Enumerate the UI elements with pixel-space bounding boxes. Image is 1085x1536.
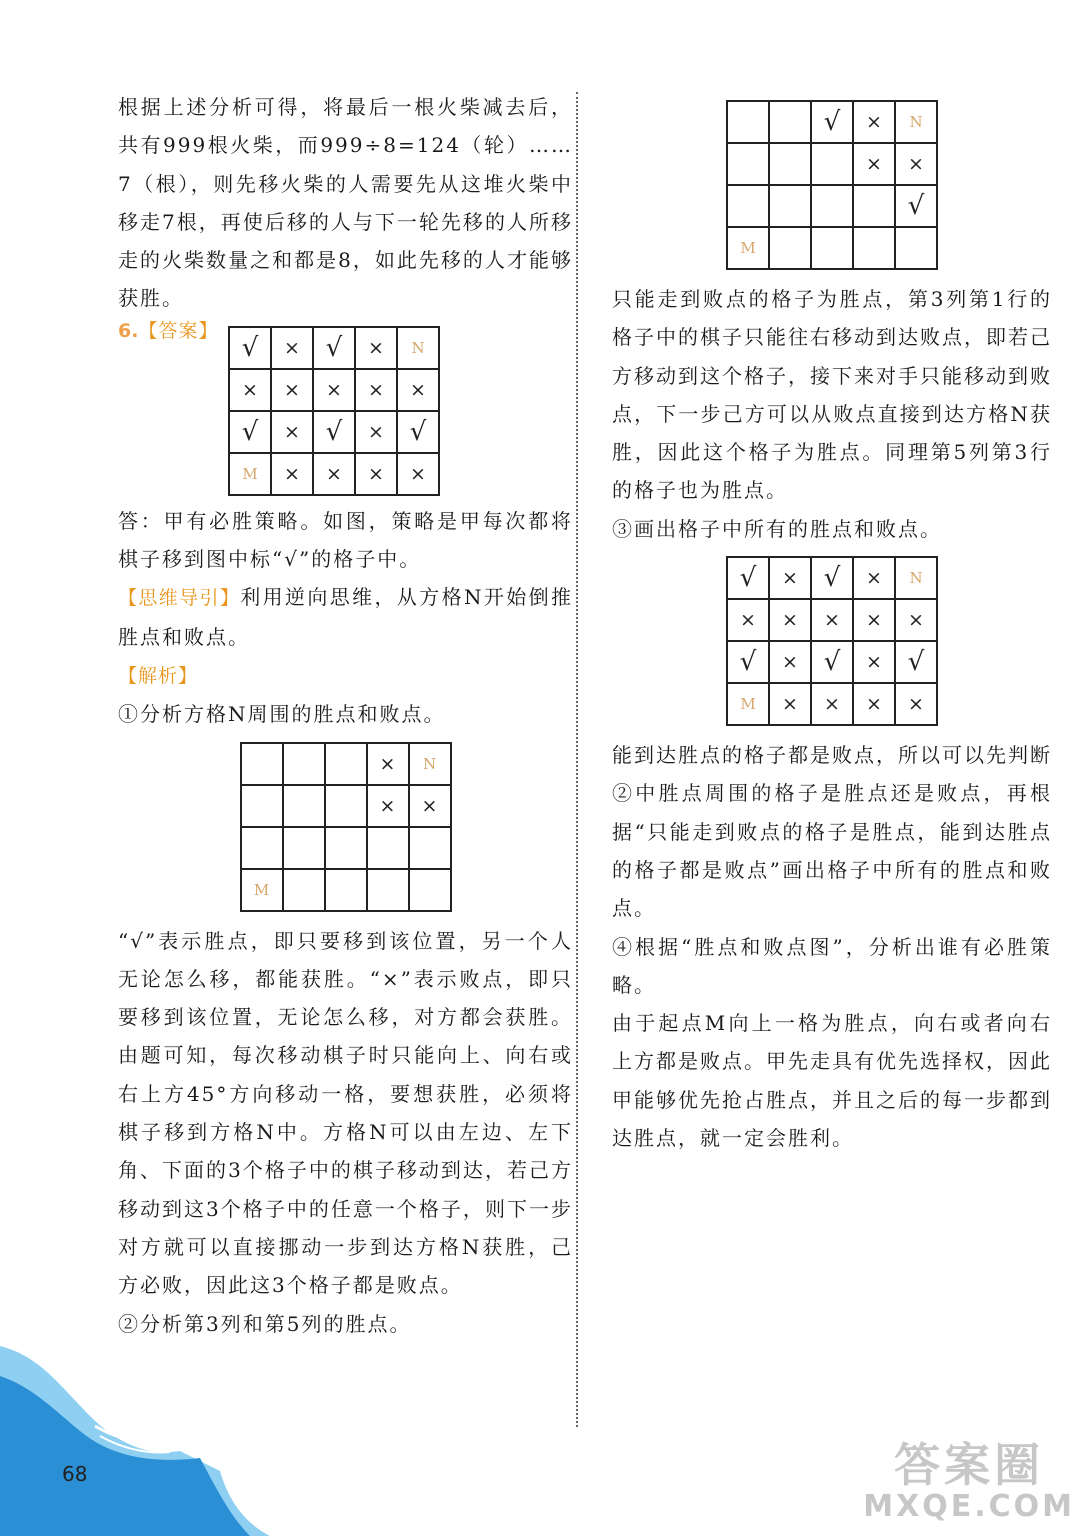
- grid-cell: ×: [727, 599, 769, 641]
- grid-cell: ×: [271, 369, 313, 411]
- grid-cell: ×: [271, 327, 313, 369]
- grid-cell: N: [895, 557, 937, 599]
- answer-block: [118, 319, 573, 502]
- grid-row: [241, 743, 451, 785]
- grid-cell: [241, 827, 283, 869]
- step2-grid: [726, 100, 938, 270]
- right-column: [612, 94, 1052, 1157]
- grid-cell: [811, 185, 853, 227]
- grid-cell: [367, 827, 409, 869]
- grid-cell: ×: [229, 369, 271, 411]
- grid-row: [727, 641, 937, 683]
- grid-cell: ×: [313, 369, 355, 411]
- grid-cell: [325, 869, 367, 911]
- grid-cell: ×: [355, 327, 397, 369]
- grid-cell: [283, 743, 325, 785]
- grid-cell: N: [895, 101, 937, 143]
- step3-grid: [726, 556, 938, 726]
- grid-cell: N: [409, 743, 451, 785]
- grid-cell: M: [229, 453, 271, 495]
- grid-row: [727, 185, 937, 227]
- step1-grid-box: [118, 742, 573, 912]
- grid-row: [727, 143, 937, 185]
- grid-cell: M: [727, 227, 769, 269]
- grid-cell: ×: [895, 143, 937, 185]
- grid-cell: √: [811, 557, 853, 599]
- grid-cell: ×: [853, 683, 895, 725]
- step2-text: ②分析第3列和第5列的胜点。: [118, 1311, 412, 1336]
- grid-cell: ×: [853, 143, 895, 185]
- grid-cell: ×: [397, 369, 439, 411]
- step4-text: ④根据“胜点和败点图”，分析出谁有必胜策略。: [612, 934, 1052, 997]
- watermark-url: MXQE.COM: [863, 1489, 1075, 1524]
- step2-grid-box: [612, 100, 1052, 270]
- footer-wave-decoration: [0, 1346, 300, 1536]
- grid-cell: [769, 101, 811, 143]
- grid-cell: ×: [769, 557, 811, 599]
- left-column: [118, 88, 573, 1343]
- grid-cell: ×: [397, 453, 439, 495]
- grid-row: [241, 827, 451, 869]
- footer-wave-dark: [0, 1376, 250, 1536]
- grid-cell: [325, 785, 367, 827]
- guide-tag: 【思维导引】: [118, 587, 241, 610]
- grid-cell: [769, 143, 811, 185]
- guide-paragraph: [118, 578, 573, 656]
- grid-cell: √: [313, 411, 355, 453]
- grid-cell: ×: [853, 101, 895, 143]
- grid-cell: [811, 227, 853, 269]
- grid-row: [241, 869, 451, 911]
- grid-row: [727, 101, 937, 143]
- guide-text: 利用逆向思维，从方格N开始倒推胜点和败点。: [118, 585, 573, 649]
- grid-cell: ×: [313, 453, 355, 495]
- grid-cell: [367, 869, 409, 911]
- grid-cell: [769, 227, 811, 269]
- grid-cell: [409, 869, 451, 911]
- grid-row: [229, 369, 439, 411]
- analysis-tag: 【解析】: [118, 664, 199, 687]
- grid-cell: [811, 143, 853, 185]
- grid-cell: √: [229, 411, 271, 453]
- right-paragraph-2: 能到达胜点的格子都是败点，所以可以先判断②中胜点周围的格子是胜点还是败点，再根据“只能走到败点的格子是胜点，能到达胜点的格子都是败点”画出格子中所有的胜点和败点。: [612, 743, 1052, 921]
- grid-cell: ×: [895, 683, 937, 725]
- grid-cell: [727, 101, 769, 143]
- step3-grid-box: [612, 556, 1052, 726]
- analysis-heading: [118, 656, 573, 695]
- step1-text: ①分析方格N周围的胜点和败点。: [118, 702, 446, 727]
- grid-cell: M: [727, 683, 769, 725]
- step1-grid: [240, 742, 452, 912]
- grid-cell: √: [895, 641, 937, 683]
- grid-cell: ×: [811, 683, 853, 725]
- grid-cell: [409, 827, 451, 869]
- grid-cell: ×: [367, 743, 409, 785]
- grid-cell: √: [313, 327, 355, 369]
- grid-cell: [241, 743, 283, 785]
- grid-cell: ×: [355, 453, 397, 495]
- grid-cell: ×: [769, 683, 811, 725]
- grid-cell: ×: [271, 411, 313, 453]
- grid-cell: [727, 185, 769, 227]
- column-divider: [576, 92, 578, 1427]
- explain-paragraph: “√”表示胜点，即只要移到该位置，另一个人无论怎么移，都能获胜。“×”表示败点，即只要移到该位置，无论怎么移，对方都会获胜。由题可知，每次移动棋子时只能向上、向右或右上方45°方向移动一格，要想获胜，必须将棋子移到方格N中。方格N可以由左边、左下角、下面的3个格子中的棋子移动到达，若己方移动到这3个格子中的任意一个格子，则下一步对方就可以直接挪动一步到达方格N获胜，己方必败，因此这3个格子都是败点。: [118, 928, 573, 1298]
- watermark: [863, 1440, 1075, 1524]
- grid-cell: ×: [853, 641, 895, 683]
- grid-cell: [325, 743, 367, 785]
- grid-cell: ×: [355, 411, 397, 453]
- answer-grid: [228, 326, 440, 496]
- grid-row: [727, 683, 937, 725]
- page-number: 68: [62, 1462, 88, 1486]
- answer-label: [118, 316, 218, 343]
- step3-text: ③画出格子中所有的胜点和败点。: [612, 516, 942, 541]
- grid-cell: [895, 227, 937, 269]
- grid-cell: √: [811, 641, 853, 683]
- grid-cell: [853, 185, 895, 227]
- right-paragraph-1: 只能走到败点的格子为胜点，第3列第1行的格子中的棋子只能往右移动到达败点，即若己方移动到这个格子，接下来对手只能移动到败点，下一步己方可以从败点直接到达方格N获胜，因此这个格子为胜点。同理第5列第3行的格子也为胜点。: [612, 287, 1052, 503]
- grid-cell: ×: [853, 599, 895, 641]
- right-paragraph-3: 由于起点M向上一格为胜点，向右或者向右上方都是败点。甲先走具有优先选择权，因此甲能够优先抢占胜点，并且之后的每一步都到达胜点，就一定会胜利。: [612, 1011, 1052, 1151]
- left-paragraph-1: 根据上述分析可得，将最后一根火柴减去后，共有999根火柴，而999÷8=124（轮）……7（根），则先移火柴的人需要先从这堆火柴中移走7根，再使后移的人与下一轮先移的人所移走的火柴数量之和都是8，如此先移的人才能够获胜。: [118, 95, 573, 311]
- grid-row: [229, 327, 439, 369]
- grid-cell: √: [727, 557, 769, 599]
- grid-row: [229, 411, 439, 453]
- grid-row: [727, 557, 937, 599]
- grid-cell: [283, 827, 325, 869]
- grid-cell: √: [811, 101, 853, 143]
- grid-cell: N: [397, 327, 439, 369]
- grid-cell: ×: [355, 369, 397, 411]
- grid-cell: [283, 785, 325, 827]
- grid-cell: ×: [811, 599, 853, 641]
- grid-cell: M: [241, 869, 283, 911]
- grid-cell: √: [895, 185, 937, 227]
- grid-cell: ×: [367, 785, 409, 827]
- grid-cell: ×: [409, 785, 451, 827]
- question-number: 6.: [118, 319, 139, 342]
- answer-tag: 【答案】: [138, 319, 219, 342]
- grid-cell: [283, 869, 325, 911]
- grid-cell: [727, 143, 769, 185]
- grid-row: [727, 599, 937, 641]
- answer-text: 答：甲有必胜策略。如图，策略是甲每次都将棋子移到图中标“√”的格子中。: [118, 508, 573, 572]
- grid-cell: ×: [769, 641, 811, 683]
- grid-row: [241, 785, 451, 827]
- grid-cell: √: [727, 641, 769, 683]
- grid-cell: ×: [271, 453, 313, 495]
- grid-cell: √: [229, 327, 271, 369]
- grid-cell: ×: [769, 599, 811, 641]
- grid-cell: [769, 185, 811, 227]
- grid-cell: √: [397, 411, 439, 453]
- grid-cell: [325, 827, 367, 869]
- grid-cell: [241, 785, 283, 827]
- grid-row: [727, 227, 937, 269]
- grid-cell: [853, 227, 895, 269]
- grid-row: [229, 453, 439, 495]
- watermark-title: 答案圈: [894, 1438, 1045, 1492]
- grid-cell: ×: [895, 599, 937, 641]
- grid-cell: ×: [853, 557, 895, 599]
